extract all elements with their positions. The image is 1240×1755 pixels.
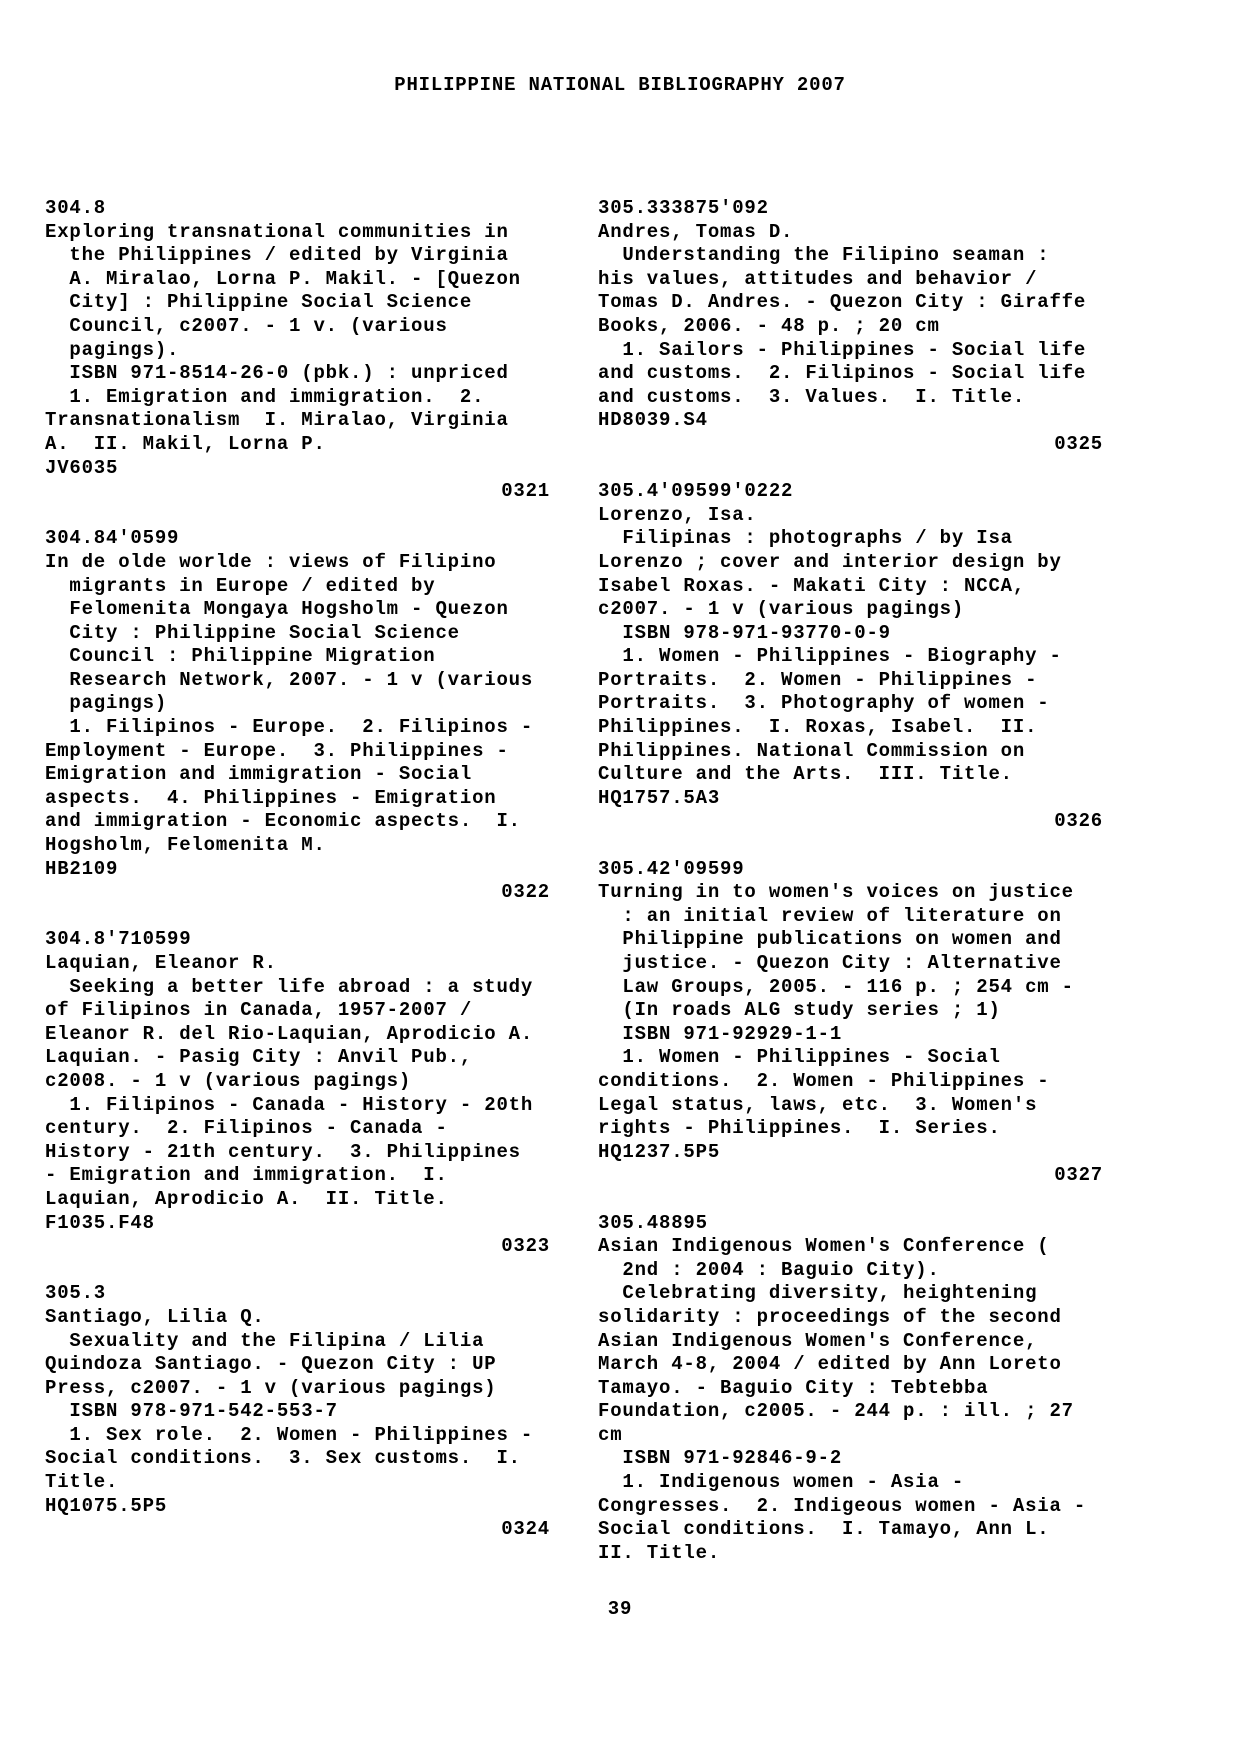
entry-line: ISBN 971-92929-1-1 <box>598 1022 843 1045</box>
entry-line: 1. Filipinos - Europe. 2. Filipinos - <box>45 716 534 739</box>
entry-line: c2008. - 1 v (various pagings) <box>45 1069 412 1092</box>
entry-line: Tamayo. - Baguio City : Tebtebba <box>598 1376 989 1399</box>
entry-line: Transnationalism I. Miralao, Virginia <box>45 409 509 432</box>
entry-line: of Filipinos in Canada, 1957-2007 / <box>45 999 473 1022</box>
entry-line: ISBN 978-971-542-553-7 <box>45 1400 338 1423</box>
entry-line: (In roads ALG study series ; 1) <box>598 999 1001 1022</box>
classification-number: 304.8'710599 <box>45 928 192 951</box>
entry-line: conditions. 2. Women - Philippines - <box>598 1069 1050 1092</box>
entry-number: 0323 <box>501 1235 550 1258</box>
entry-line: Celebrating diversity, heightening <box>598 1282 1038 1305</box>
bibliography-entry <box>598 480 1103 834</box>
entry-line: the Philippines / edited by Virginia <box>45 244 509 267</box>
entry-line: HQ1757.5A3 <box>598 786 721 809</box>
page-header: PHILIPPINE NATIONAL BIBLIOGRAPHY 2007 <box>394 74 846 96</box>
entry-line: Social conditions. 3. Sex customs. I. <box>45 1447 521 1470</box>
entry-number: 0325 <box>1054 432 1103 455</box>
entry-line: In de olde worlde : views of Filipino <box>45 550 497 573</box>
entry-line: Council : Philippine Migration <box>45 645 436 668</box>
entry-line: Turning in to women's voices on justice <box>598 881 1074 904</box>
entry-line: ISBN 971-8514-26-0 (pbk.) : unpriced <box>45 362 509 385</box>
entry-line: Books, 2006. - 48 p. ; 20 cm <box>598 314 940 337</box>
entry-line: Culture and the Arts. III. Title. <box>598 763 1013 786</box>
entry-line: Andres, Tomas D. <box>598 220 794 243</box>
entry-line: Laquian, Aprodicio A. II. Title. <box>45 1187 448 1210</box>
classification-number: 305.48895 <box>598 1211 708 1234</box>
entry-line: Title. <box>45 1471 119 1494</box>
bibliography-entry <box>598 1212 1103 1566</box>
entry-line: Understanding the Filipino seaman : <box>598 244 1050 267</box>
entry-line: ISBN 978-971-93770-0-9 <box>598 621 891 644</box>
entry-line: Foundation, c2005. - 244 p. : ill. ; 27 <box>598 1400 1074 1423</box>
entry-line: Press, c2007. - 1 v (various pagings) <box>45 1376 497 1399</box>
entry-line: Tomas D. Andres. - Quezon City : Giraffe <box>598 291 1087 314</box>
entry-line: 2nd : 2004 : Baguio City). <box>598 1258 940 1281</box>
entry-line: pagings) <box>45 692 168 715</box>
entry-number: 0326 <box>1054 810 1103 833</box>
entry-line: Philippine publications on women and <box>598 928 1062 951</box>
entry-line: Employment - Europe. 3. Philippines - <box>45 739 509 762</box>
classification-number: 305.42'09599 <box>598 857 745 880</box>
bibliography-entry <box>45 928 550 1258</box>
entry-line: migrants in Europe / edited by <box>45 574 436 597</box>
entry-line: History - 21th century. 3. Philippines <box>45 1140 521 1163</box>
entry-line: Laquian, Eleanor R. <box>45 952 277 974</box>
left-column <box>45 197 550 1565</box>
entry-line: Lorenzo, Isa. <box>598 503 757 526</box>
entry-line: A. II. Makil, Lorna P. <box>45 432 326 455</box>
entry-line: Hogsholm, Felomenita M. <box>45 834 326 857</box>
entry-number: 0324 <box>501 1518 550 1541</box>
entry-line: Portraits. 2. Women - Philippines - <box>598 668 1038 691</box>
entry-line: Research Network, 2007. - 1 v (various <box>45 668 534 691</box>
right-column <box>598 197 1103 1589</box>
entry-line: 1. Filipinos - Canada - History - 20th <box>45 1093 534 1116</box>
entry-line: Social conditions. I. Tamayo, Ann L. <box>598 1518 1050 1541</box>
classification-number: 304.8 <box>45 197 107 219</box>
entry-line: II. Title. <box>598 1541 721 1564</box>
entry-line: - Emigration and immigration. I. <box>45 1164 448 1187</box>
entry-line: F1035.F48 <box>45 1211 155 1234</box>
entry-line: his values, attitudes and behavior / <box>598 267 1038 290</box>
entry-line: Exploring transnational communities in <box>45 220 509 243</box>
entry-line: A. Miralao, Lorna P. Makil. - [Quezon <box>45 267 521 290</box>
entry-line: Felomenita Mongaya Hogsholm - Quezon <box>45 598 509 621</box>
entry-line: Emigration and immigration - Social <box>45 763 473 786</box>
entry-line: and customs. 2. Filipinos - Social life <box>598 362 1087 385</box>
entry-line: 1. Indigenous women - Asia - <box>598 1471 965 1494</box>
entry-line: Philippines. National Commission on <box>598 739 1026 762</box>
entry-line: Laquian. - Pasig City : Anvil Pub., <box>45 1046 473 1069</box>
entry-line: Asian Indigenous Women's Conference ( <box>598 1235 1050 1258</box>
entry-line: rights - Philippines. I. Series. <box>598 1117 1001 1140</box>
entry-line: 1. Sailors - Philippines - Social life <box>598 338 1087 361</box>
entry-line: Eleanor R. del Rio-Laquian, Aprodicio A. <box>45 1022 534 1045</box>
entry-line: 1. Emigration and immigration. 2. <box>45 385 485 408</box>
entry-line: Congresses. 2. Indigeous women - Asia - <box>598 1494 1087 1517</box>
entry-line: Filipinas : photographs / by Isa <box>598 527 1013 550</box>
entry-line: 1. Women - Philippines - Biography - <box>598 645 1062 668</box>
entry-number: 0321 <box>501 480 550 503</box>
entry-line: Asian Indigenous Women's Conference, <box>598 1329 1038 1352</box>
entry-line: City : Philippine Social Science <box>45 621 460 644</box>
entry-line: Sexuality and the Filipina / Lilia <box>45 1329 485 1352</box>
bibliography-entry <box>45 1282 550 1542</box>
entry-line: Law Groups, 2005. - 116 p. ; 254 cm - <box>598 975 1074 998</box>
entry-line: JV6035 <box>45 456 119 479</box>
entry-number: 0327 <box>1054 1164 1103 1187</box>
entry-line: c2007. - 1 v (various pagings) <box>598 598 965 621</box>
entry-line: Santiago, Lilia Q. <box>45 1305 265 1328</box>
classification-number: 305.3 <box>45 1282 107 1305</box>
entry-line: century. 2. Filipinos - Canada - <box>45 1117 448 1140</box>
entry-line: aspects. 4. Philippines - Emigration <box>45 786 497 809</box>
entry-line: solidarity : proceedings of the second <box>598 1305 1062 1328</box>
entry-number: 0322 <box>501 881 550 904</box>
entry-line: Isabel Roxas. - Makati City : NCCA, <box>598 574 1026 597</box>
entry-line: Quindoza Santiago. - Quezon City : UP <box>45 1353 497 1376</box>
entry-line: Portraits. 3. Photography of women - <box>598 692 1050 715</box>
entry-line: HD8039.S4 <box>598 409 708 432</box>
entry-line: Seeking a better life abroad : a study <box>45 975 534 998</box>
entry-line: 1. Sex role. 2. Women - Philippines - <box>45 1423 534 1446</box>
entry-line: cm <box>598 1423 623 1446</box>
classification-number: 305.333875'092 <box>598 197 769 219</box>
entry-line: Philippines. I. Roxas, Isabel. II. <box>598 716 1038 739</box>
entry-line: Legal status, laws, etc. 3. Women's <box>598 1093 1038 1116</box>
page-number: 39 <box>607 1598 633 1620</box>
bibliography-entry <box>45 197 550 504</box>
entry-line: and customs. 3. Values. I. Title. <box>598 385 1026 408</box>
bibliography-entry <box>598 197 1103 457</box>
entry-line: ISBN 971-92846-9-2 <box>598 1447 843 1470</box>
entry-line: City] : Philippine Social Science <box>45 291 473 314</box>
entry-line: pagings). <box>45 338 180 361</box>
bibliography-entry <box>598 858 1103 1188</box>
entry-line: March 4-8, 2004 / edited by Ann Loreto <box>598 1353 1062 1376</box>
entry-line: : an initial review of literature on <box>598 904 1062 927</box>
entry-line: and immigration - Economic aspects. I. <box>45 810 521 833</box>
classification-number: 305.4'09599'0222 <box>598 480 794 503</box>
entry-line: HB2109 <box>45 857 119 880</box>
entry-line: justice. - Quezon City : Alternative <box>598 952 1062 974</box>
entry-line: HQ1237.5P5 <box>598 1140 721 1163</box>
entry-line: Council, c2007. - 1 v. (various <box>45 314 448 337</box>
entry-line: 1. Women - Philippines - Social <box>598 1046 1001 1069</box>
entry-line: Lorenzo ; cover and interior design by <box>598 550 1062 573</box>
bibliography-entry <box>45 527 550 905</box>
classification-number: 304.84'0599 <box>45 527 180 550</box>
entry-line: HQ1075.5P5 <box>45 1494 168 1517</box>
